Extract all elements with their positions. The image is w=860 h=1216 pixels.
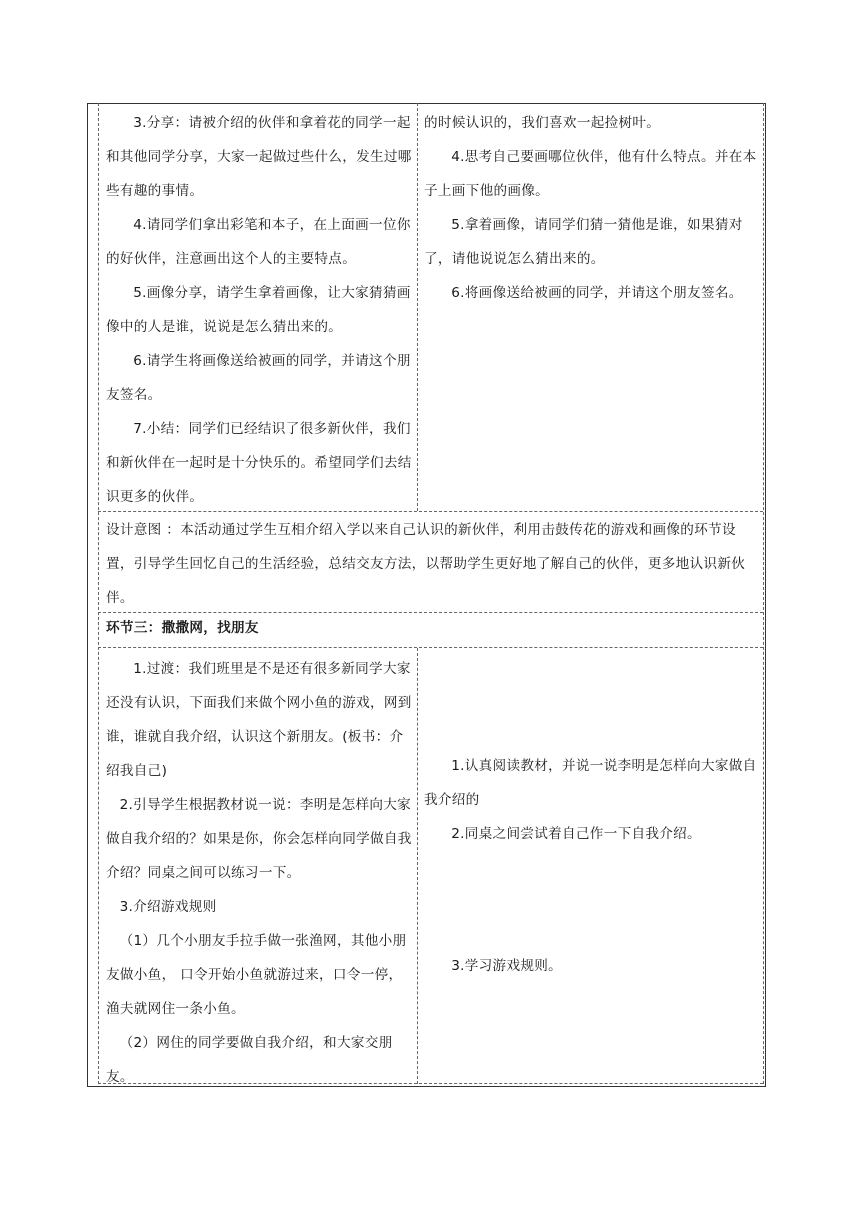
teacher-activities-top — [106, 106, 412, 514]
paragraph: （1）几个小朋友手拉手做一张渔网，其他小朋友做小鱼， 口令开始小鱼就游过来，口令一停，渔夫就网住一条小鱼。 — [106, 933, 407, 1017]
column-divider-top — [417, 103, 418, 511]
paragraph: 7.小结：同学们已经结识了很多新伙伴，我们和新伙伴在一起时是十分快乐的。希望同学们去结识更多的伙伴。 — [106, 421, 412, 505]
paragraph: 1.认真阅读教材，并说一说李明是怎样向大家做自我介绍的 — [424, 758, 757, 808]
table-left-border — [98, 103, 99, 1084]
paragraph: 4.请同学们拿出彩笔和本子，在上面画一位你的好伙伴，注意画出这个人的主要特点。 — [106, 217, 411, 267]
paragraph: 4.思考自己要画哪位伙伴，他有什么特点。并在本子上画下他的画像。 — [424, 149, 757, 199]
paragraph: 3.学习游戏规则。 — [451, 958, 563, 974]
paragraph: 2.引导学生根据教材说一说：李明是怎样向大家做自我介绍的？如果是你，你会怎样向同学做自我介绍？同桌之间可以练习一下。 — [106, 797, 412, 881]
paragraph: 3.分享：请被介绍的伙伴和拿着花的同学一起和其他同学分享，大家一起做过些什么，发生过哪些有趣的事情。 — [106, 115, 412, 199]
student-activities-bottom-rules — [424, 949, 758, 983]
section-heading — [106, 612, 758, 644]
paragraph: （2）网住的同学要做自我介绍，和大家交朋友。 — [106, 1035, 393, 1085]
paragraph: 6.请学生将画像送给被画的同学，并请这个朋友签名。 — [106, 353, 411, 403]
design-intent-text: 设计意图 ：本活动通过学生互相介绍入学以来自己认识的新伙伴，利用击鼓传花的游戏和画像的环节设置，引导学生回忆自己的生活经验，总结交友方法，以帮助学生更好地了解自己的伙伴，更多地认识新伙伴。 — [106, 522, 746, 606]
paragraph: 5.画像分享，请学生拿着画像，让大家猜猜画像中的人是谁，说说是怎么猜出来的。 — [106, 285, 411, 335]
paragraph: 3.介绍游戏规则 — [119, 899, 217, 915]
table-right-border — [763, 103, 764, 1084]
section-heading-text: 环节三：撒撒网，找朋友 — [106, 620, 259, 636]
paragraph: 5.拿着画像，请同学们猜一猜他是谁，如果猜对了，请他说说怎么猜出来的。 — [424, 217, 743, 267]
teacher-activities-bottom — [106, 652, 412, 1094]
paragraph: 的时候认识的，我们喜欢一起捡树叶。 — [424, 115, 661, 131]
paragraph: 1.过渡：我们班里是不是还有很多新同学大家还没有认识，下面我们来做个网小鱼的游戏，网到谁，谁就自我介绍，认识这个新朋友。(板书：介绍我自己) — [106, 661, 412, 779]
student-activities-top — [424, 106, 758, 310]
row-divider — [98, 647, 763, 648]
paragraph: 6.将画像送给被画的同学，并请这个朋友签名。 — [451, 285, 743, 301]
column-divider-bottom — [417, 648, 418, 1084]
design-intent — [106, 513, 758, 615]
student-activities-bottom — [424, 749, 758, 851]
paragraph: 2.同桌之间尝试着自己作一下自我介绍。 — [451, 826, 701, 842]
